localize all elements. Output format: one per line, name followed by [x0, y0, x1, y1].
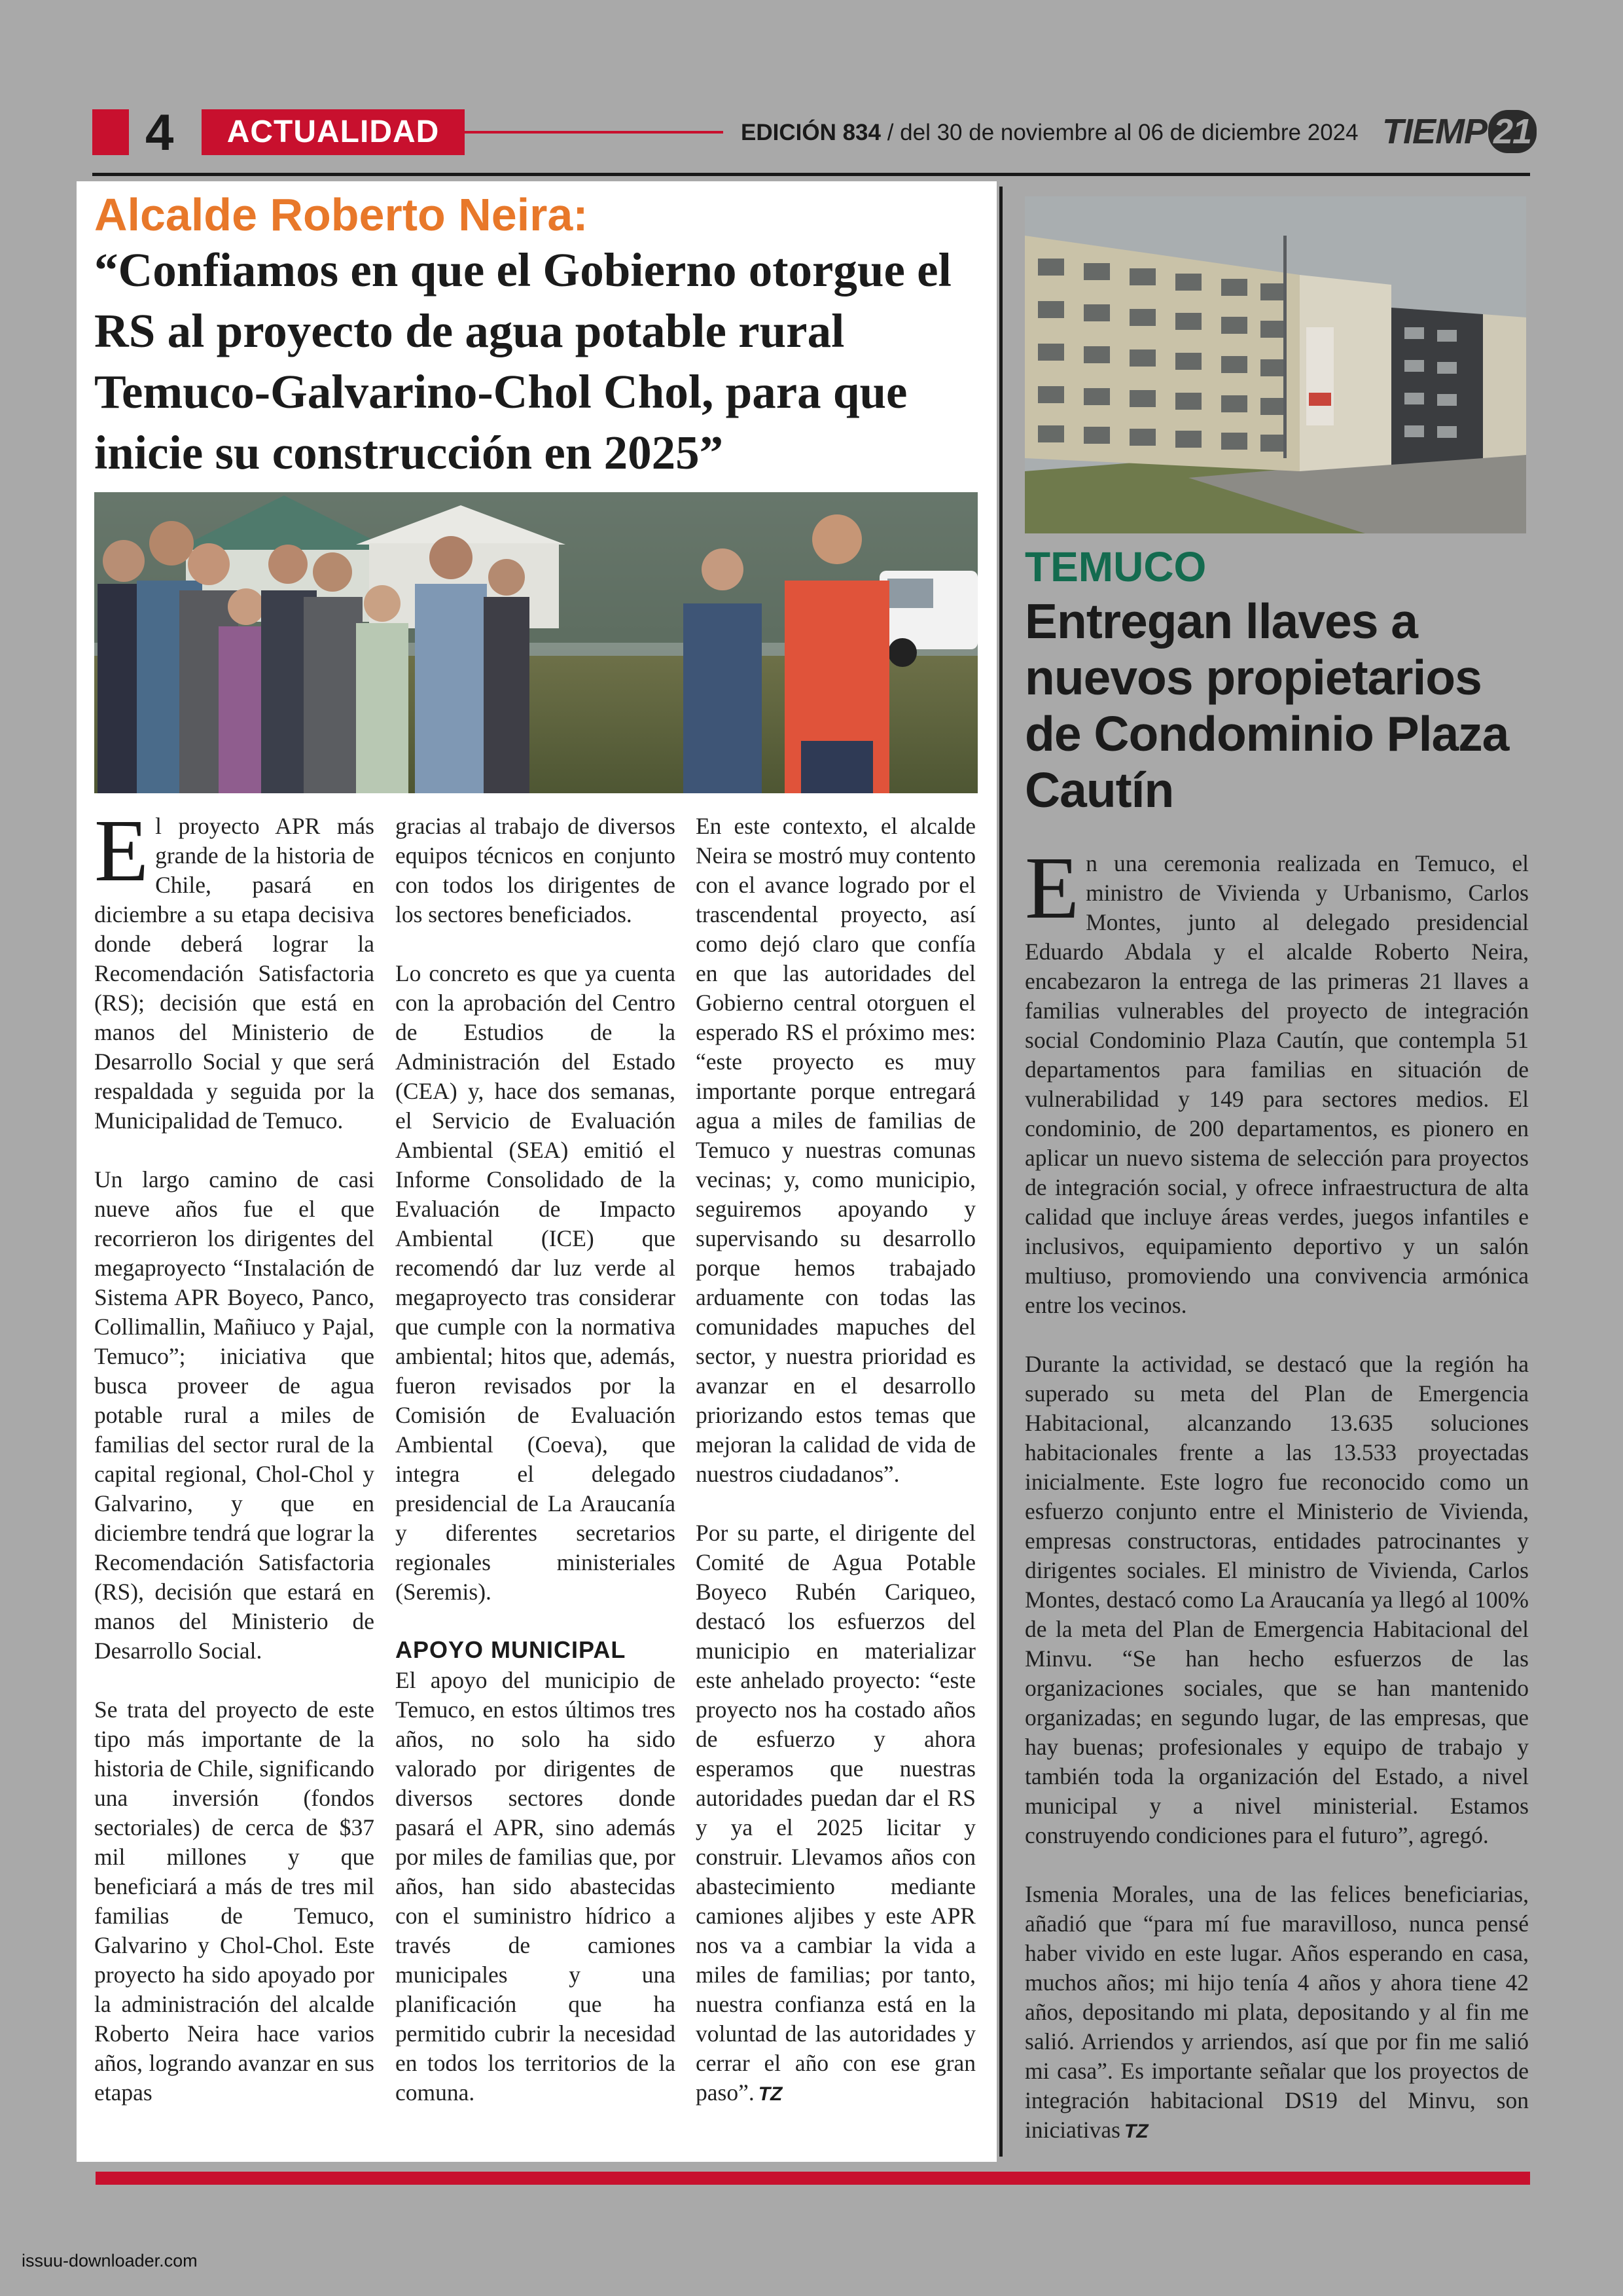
- side-article-photo: [1025, 196, 1526, 533]
- main-article-kicker: Alcalde Roberto Neira:: [94, 189, 588, 240]
- paragraph: En este contexto, el alcalde Neira se mostró muy contento con el avance logrado por el trascendental proyecto, así como dejó claro que confía en que las autoridades del Gobierno central otorguen el esperado RS el próximo mes: “este proyecto es muy importante porque entregará agua a miles de familias de Temuco y nuestras comunas vecinas; y, como municipio, seguiremos apoyando y supervisando su desarrollo porque hemos trabajado arduamente con todas las comunidades mapuches del sector, y nuestra prioridad es avanzar en el desarrollo priorizando estos temas que mejoran la calidad de vida de nuestros ciudadanos”.: [696, 813, 976, 1487]
- main-article-photo: [94, 492, 978, 793]
- footer-red-bar: [96, 2172, 1530, 2185]
- main-article-column-2: [395, 812, 675, 2137]
- edition-number: EDICIÓN 834: [741, 120, 881, 145]
- paragraph-text: Por su parte, el dirigente del Comité de Agua Potable Boyeco Rubén Cariqueo, destacó los esfuerzos del municipio en materializar este anhelado proyecto: “este proyecto nos ha costado años de esfuerzo y ahora esperamos que nuestras autoridades puedan dar el RS y ya el 2025 licitar y construir. Llevamos años con abastecimiento mediante camiones aljibes y este APR nos va a cambiar la vida a miles de familias; por tanto, nuestra confianza está en la voluntad de las autoridades y cerrar el año con ese gran paso”.: [696, 1520, 976, 2106]
- edition-dates: / del 30 de noviembre al 06 de diciembre 2024: [880, 120, 1359, 145]
- page-number: 4: [145, 103, 174, 161]
- paragraph: gracias al trabajo de diversos equipos técnicos en conjunto con todos los dirigentes de los sectores beneficiados.: [395, 813, 675, 927]
- section-marker-square: [92, 109, 129, 155]
- section-label: ACTUALIDAD: [202, 109, 465, 155]
- paragraph: Se trata del proyecto de este tipo más importante de la historia de Chile, significando una inversión (fondos sectoriales) de cerca de $37 mil millones y que beneficiará a más de tres mil familias de Temuco, Galvarino y Chol-Chol. Este proyecto ha sido apoyado por la administración del alcalde Roberto Neira hace varios años, logrando avanzar en sus etapas: [94, 1696, 374, 2106]
- paragraph: [94, 802, 374, 1136]
- drop-cap: E: [94, 802, 149, 900]
- paragraph: [1025, 1880, 1529, 2145]
- paragraph-text: l proyecto APR más grande de la historia de Chile, pasará en diciembre a su etapa decisiva donde deberá lograr la Recomendación Satisfactoria (RS); decisión que está en manos del Ministerio de Desarrollo Social y que será respaldada y seguida por la Municipalidad de Temuco.: [94, 813, 374, 1134]
- logo-badge: 21: [1488, 110, 1537, 153]
- paragraph: [696, 1518, 976, 2108]
- header-red-line: [465, 131, 723, 134]
- end-mark-icon: TZ: [758, 2083, 783, 2105]
- header-rule: [92, 173, 1530, 176]
- main-article-column-3: [696, 812, 976, 2137]
- subheading: APOYO MUNICIPAL: [395, 1636, 626, 1663]
- watermark: issuu-downloader.com: [22, 2251, 198, 2270]
- paragraph: Un largo camino de casi nueve años fue el que recorrieron los dirigentes del megaproyecto “Instalación de Sistema APR Boyeco, Panco, Collimallin, Mañiuco y Pajal, Temuco”; iniciativa que busca proveer de agua potable rural a miles de familias del sector rural de la capital regional, Chol-Chol y Galvarino, y que en diciembre tendrá que lograr la Recomendación Satisfactoria (RS), decisión que estará en manos del Ministerio de Desarrollo Social.: [94, 1166, 374, 1664]
- paragraph: Lo concreto es que ya cuenta con la aprobación del Centro de Estudios de la Administración del Estado (CEA) y, hace dos semanas, el Servicio de Evaluación Ambiental (SEA) emitió el Informe Consolidado de la Evaluación de Impacto Ambiental (ICE) que recomendó dar luz verde al megaproyecto tras considerar que cumple con la normativa ambiental; hitos que, además, fueron revisados por la Comisión de Evaluación Ambiental (Coeva), que integra el delegado presidencial de La Araucanía y diferentes secretarios regionales ministeriales (Seremis).: [395, 960, 675, 1605]
- drop-cap: E: [1025, 839, 1080, 937]
- side-article-headline: Entregan llaves a nuevos propietarios de Condominio Plaza Cautín: [1025, 594, 1509, 817]
- main-article-column-1: [94, 802, 374, 2137]
- paragraph: [1025, 839, 1529, 1320]
- newspaper-logo: [1382, 110, 1537, 153]
- paragraph: El apoyo del municipio de Temuco, en estos últimos tres años, no solo ha sido valorado por dirigentes de diversos sectores donde pasará el APR, sino además por miles de familias que, por años, han sido abastecidas con el suministro hídrico a través de camiones municipales y una planificación que ha permitido cubrir la necesidad en todos los territorios de la comuna.: [395, 1667, 675, 2106]
- edition-info: [741, 117, 1359, 149]
- logo-text: TIEMP: [1382, 112, 1488, 151]
- main-article-headline: “Confiamos en que el Gobierno otorgue el RS al proyecto de agua potable rural Temuco-Galvarino-Chol Chol, para que inicie su construcción en 2025”: [94, 243, 952, 479]
- paragraph: Durante la actividad, se destacó que la región ha superado su meta del Plan de Emergencia Habitacional, alcanzando 13.635 soluciones habitacionales frente a las 13.533 proyectadas inicialmente. Este logro fue reconocido como un esfuerzo conjunto entre el Ministerio de Vivienda, empresas constructoras, entidades patrocinantes y dirigentes sociales. El ministro de Vivienda, Carlos Montes, destacó como La Araucanía ya llegó al 100% de la meta del Plan de Emergencia Habitacional del Minvu. “Se han hecho esfuerzos de las organizaciones sociales, que se han mantenido organizadas; en segundo lugar, de las empresas, que hay buenas; profesionales y equipo de trabajo y también toda la organización del Estado, a nivel municipal y a nivel ministerial. Estamos construyendo condiciones para el futuro”, agregó.: [1025, 1351, 1529, 1848]
- column-divider: [999, 187, 1003, 2157]
- end-mark-icon: TZ: [1124, 2121, 1149, 2142]
- paragraph-text: n una ceremonia realizada en Temuco, el ministro de Vivienda y Urbanismo, Carlos Montes, junto al delegado presidencial Eduardo Abdala y el alcalde Roberto Neira, encabezaron la entrega de las primeras 21 llaves a familias vulnerables del proyecto de integración social Condominio Plaza Cautín, que contempla 51 departamentos para familias en situación de vulnerabilidad y 149 para sectores medios. El condominio, de 200 departamentos, es pionero en aplicar un nuevo sistema de selección para proyectos de integración social, y ofrece infraestructura de alta calidad que incluye áreas verdes, juegos infantiles e inclusivos, equipamiento deportivo y un salón multiuso, promoviendo una convivencia armónica entre los vecinos.: [1025, 850, 1529, 1318]
- side-article-body: [1025, 839, 1529, 2174]
- paragraph-text: Ismenia Morales, una de las felices beneficiarias, añadió que “para mí fue maravilloso, nunca pensé haber vivido en este lugar. Años esperando en casa, muchos años; mi hijo tenía 4 años y ahora tiene 42 años, depositando mi plata, depositando y al fin me salió. Arriendos y arriendos, así que por fin me salió mi casa”. Es importante señalar que los proyectos de integración habitacional DS19 del Minvu, son iniciativas: [1025, 1881, 1529, 2143]
- side-article-kicker: TEMUCO: [1025, 543, 1207, 590]
